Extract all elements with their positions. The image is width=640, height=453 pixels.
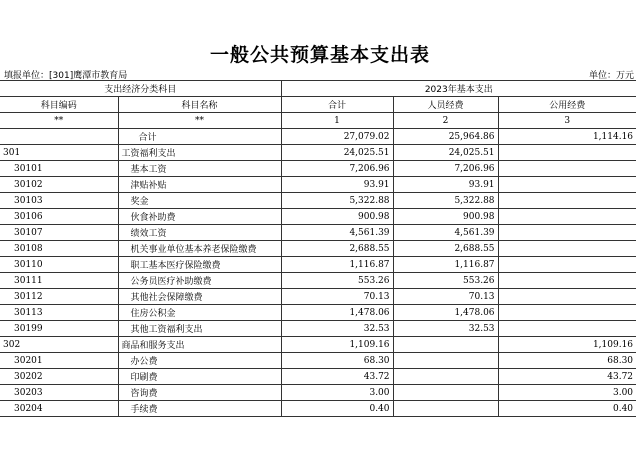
cell-code: 30103 (0, 193, 118, 209)
header-total: 合计 (281, 97, 393, 113)
cell-total: 0.40 (281, 401, 393, 417)
table-row (0, 225, 636, 241)
cell-public (498, 241, 636, 257)
cell-code: 30107 (0, 225, 118, 241)
cell-public: 3.00 (498, 385, 636, 401)
budget-table (0, 80, 636, 417)
cell-total: 24,025.51 (281, 145, 393, 161)
table-row (0, 289, 636, 305)
header-code: 科目编码 (0, 97, 118, 113)
cell-total: 3.00 (281, 385, 393, 401)
table-row (0, 337, 636, 353)
table-row (0, 321, 636, 337)
cell-name: 其他社会保障缴费 (118, 289, 281, 305)
cell-personnel: 1,116.87 (393, 257, 498, 273)
index-1: 1 (281, 113, 393, 129)
cell-code: 30102 (0, 177, 118, 193)
cell-personnel: 4,561.39 (393, 225, 498, 241)
table-row (0, 161, 636, 177)
cell-public (498, 305, 636, 321)
cell-public (498, 193, 636, 209)
table-row (0, 193, 636, 209)
header-personnel: 人员经费 (393, 97, 498, 113)
index-name: ** (118, 113, 281, 129)
table-row (0, 369, 636, 385)
table-row (0, 209, 636, 225)
table-row (0, 257, 636, 273)
reporting-unit: 填报单位：[301]鹰潭市教育局 (4, 71, 128, 81)
cell-total: 7,206.96 (281, 161, 393, 177)
cell-public (498, 145, 636, 161)
index-2: 2 (393, 113, 498, 129)
cell-code (0, 129, 118, 145)
cell-personnel: 32.53 (393, 321, 498, 337)
cell-total: 32.53 (281, 321, 393, 337)
cell-code: 30199 (0, 321, 118, 337)
cell-personnel: 5,322.88 (393, 193, 498, 209)
cell-total: 43.72 (281, 369, 393, 385)
cell-total: 1,109.16 (281, 337, 393, 353)
cell-personnel: 93.91 (393, 177, 498, 193)
table-row (0, 273, 636, 289)
cell-total: 1,478.06 (281, 305, 393, 321)
index-code: ** (0, 113, 118, 129)
cell-total: 27,079.02 (281, 129, 393, 145)
cell-personnel: 25,964.86 (393, 129, 498, 145)
header-index-row (0, 113, 636, 129)
cell-personnel (393, 385, 498, 401)
index-3: 3 (498, 113, 636, 129)
cell-personnel (393, 401, 498, 417)
cell-name: 奖金 (118, 193, 281, 209)
cell-total: 553.26 (281, 273, 393, 289)
cell-personnel (393, 369, 498, 385)
cell-name: 咨询费 (118, 385, 281, 401)
cell-public (498, 321, 636, 337)
cell-code: 302 (0, 337, 118, 353)
cell-personnel: 24,025.51 (393, 145, 498, 161)
cell-code: 30113 (0, 305, 118, 321)
cell-name: 工资福利支出 (118, 145, 281, 161)
table-row (0, 305, 636, 321)
cell-code: 30101 (0, 161, 118, 177)
cell-total: 900.98 (281, 209, 393, 225)
cell-name: 印刷费 (118, 369, 281, 385)
cell-name: 职工基本医疗保险缴费 (118, 257, 281, 273)
header-basic-expenditure: 2023年基本支出 (281, 81, 636, 97)
table-row (0, 385, 636, 401)
cell-public (498, 177, 636, 193)
currency-unit: 单位：万元 (588, 71, 634, 81)
cell-name: 基本工资 (118, 161, 281, 177)
table-row (0, 177, 636, 193)
cell-code: 301 (0, 145, 118, 161)
cell-code: 30110 (0, 257, 118, 273)
cell-public (498, 289, 636, 305)
cell-personnel (393, 353, 498, 369)
cell-name: 伙食补助费 (118, 209, 281, 225)
cell-personnel: 1,478.06 (393, 305, 498, 321)
cell-total: 93.91 (281, 177, 393, 193)
cell-total: 2,688.55 (281, 241, 393, 257)
cell-public (498, 273, 636, 289)
cell-code: 30201 (0, 353, 118, 369)
cell-public (498, 209, 636, 225)
cell-name: 津贴补贴 (118, 177, 281, 193)
header-economic-category: 支出经济分类科目 (0, 81, 281, 97)
header-name: 科目名称 (118, 97, 281, 113)
table-row (0, 401, 636, 417)
cell-name: 合计 (118, 129, 281, 145)
cell-public (498, 257, 636, 273)
cell-total: 68.30 (281, 353, 393, 369)
cell-name: 其他工资福利支出 (118, 321, 281, 337)
header-public: 公用经费 (498, 97, 636, 113)
cell-personnel (393, 337, 498, 353)
cell-name: 手续费 (118, 401, 281, 417)
cell-code: 30108 (0, 241, 118, 257)
cell-code: 30202 (0, 369, 118, 385)
cell-name: 公务员医疗补助缴费 (118, 273, 281, 289)
cell-public: 1,109.16 (498, 337, 636, 353)
cell-name: 办公费 (118, 353, 281, 369)
cell-public (498, 161, 636, 177)
cell-public: 1,114.16 (498, 129, 636, 145)
cell-code: 30111 (0, 273, 118, 289)
cell-total: 1,116.87 (281, 257, 393, 273)
cell-name: 绩效工资 (118, 225, 281, 241)
cell-personnel: 70.13 (393, 289, 498, 305)
page-title: 一般公共预算基本支出表 (209, 44, 430, 66)
table-row (0, 129, 636, 145)
cell-public: 0.40 (498, 401, 636, 417)
table-row (0, 353, 636, 369)
cell-code: 30106 (0, 209, 118, 225)
cell-total: 5,322.88 (281, 193, 393, 209)
cell-code: 30112 (0, 289, 118, 305)
cell-code: 30204 (0, 401, 118, 417)
cell-name: 住房公积金 (118, 305, 281, 321)
table-row (0, 241, 636, 257)
cell-total: 4,561.39 (281, 225, 393, 241)
cell-public: 43.72 (498, 369, 636, 385)
cell-personnel: 2,688.55 (393, 241, 498, 257)
cell-public (498, 225, 636, 241)
cell-name: 机关事业单位基本养老保险缴费 (118, 241, 281, 257)
cell-personnel: 900.98 (393, 209, 498, 225)
header-column-row (0, 97, 636, 113)
cell-personnel: 553.26 (393, 273, 498, 289)
cell-public: 68.30 (498, 353, 636, 369)
cell-code: 30203 (0, 385, 118, 401)
cell-personnel: 7,206.96 (393, 161, 498, 177)
cell-total: 70.13 (281, 289, 393, 305)
cell-name: 商品和服务支出 (118, 337, 281, 353)
header-group-row (0, 81, 636, 97)
table-row (0, 145, 636, 161)
